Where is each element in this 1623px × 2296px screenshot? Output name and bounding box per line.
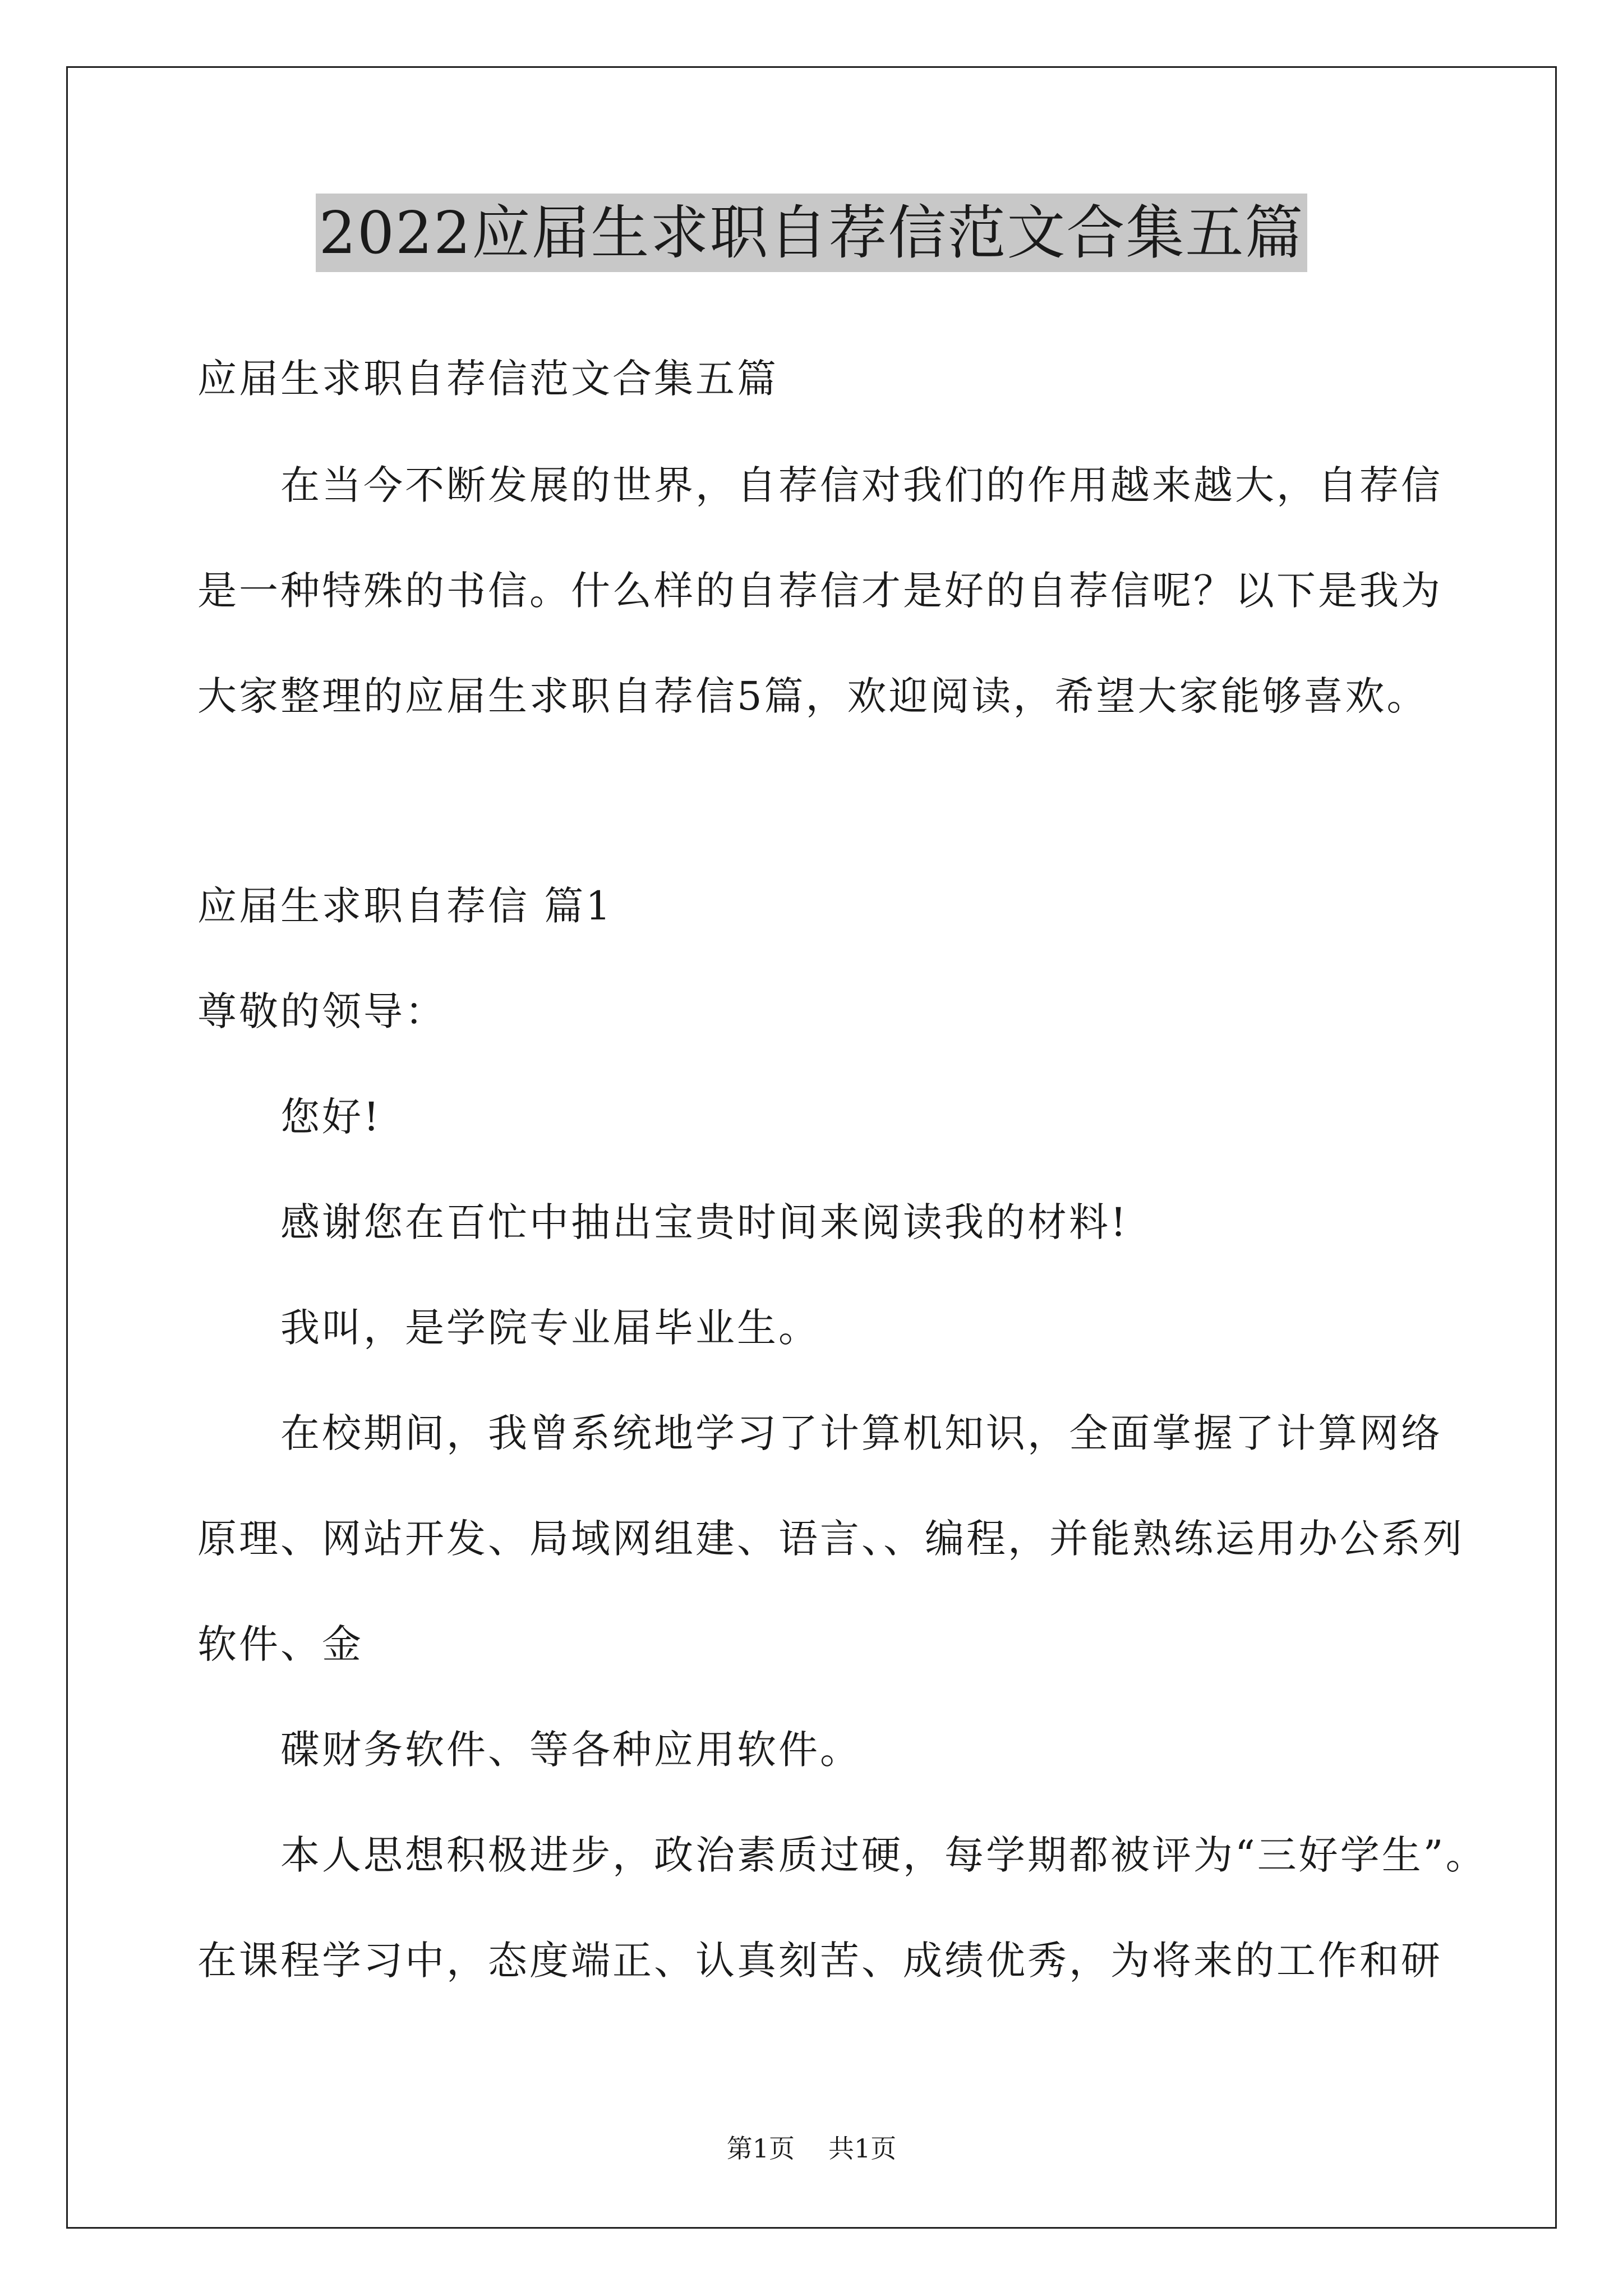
body-line-5: 原理、网站开发、局域网组建、语言、、编程，并能熟练运用办公系列 [197, 1516, 1464, 1562]
intro-line-1: 在当今不断发展的世界，自荐信对我们的作用越来越大，自荐信 [280, 462, 1442, 508]
body-line-7: 碟财务软件、等各种应用软件。 [280, 1727, 861, 1773]
page-number: 第1页 [726, 2133, 795, 2164]
subtitle: 应届生求职自荐信范文合集五篇 [197, 356, 778, 402]
salutation: 尊敬的领导： [197, 988, 446, 1034]
section-heading: 应届生求职自荐信 篇1 [197, 883, 613, 929]
body-line-3: 我叫，是学院专业届毕业生。 [280, 1305, 820, 1351]
document-title: 2022应届生求职自荐信范文合集五篇 [316, 194, 1308, 272]
body-line-6: 软件、金 [197, 1621, 363, 1667]
page-footer [0, 2132, 1623, 2165]
intro-line-3: 大家整理的应届生求职自荐信5篇，欢迎阅读，希望大家能够喜欢。 [197, 673, 1428, 719]
body-line-1: 您好! [280, 1094, 382, 1140]
body-line-8: 本人思想积极进步，政治素质过硬，每学期都被评为“三好学生”。 [280, 1832, 1487, 1878]
title-container [0, 194, 1623, 272]
page-total: 共1页 [828, 2133, 897, 2164]
body-line-9: 在课程学习中，态度端正、认真刻苦、成绩优秀，为将来的工作和研 [197, 1938, 1442, 1984]
intro-line-2: 是一种特殊的书信。什么样的自荐信才是好的自荐信呢？以下是我为 [197, 568, 1442, 614]
body-line-2: 感谢您在百忙中抽出宝贵时间来阅读我的材料! [280, 1199, 1129, 1245]
body-line-4: 在校期间，我曾系统地学习了计算机知识，全面掌握了计算网络 [280, 1410, 1442, 1456]
